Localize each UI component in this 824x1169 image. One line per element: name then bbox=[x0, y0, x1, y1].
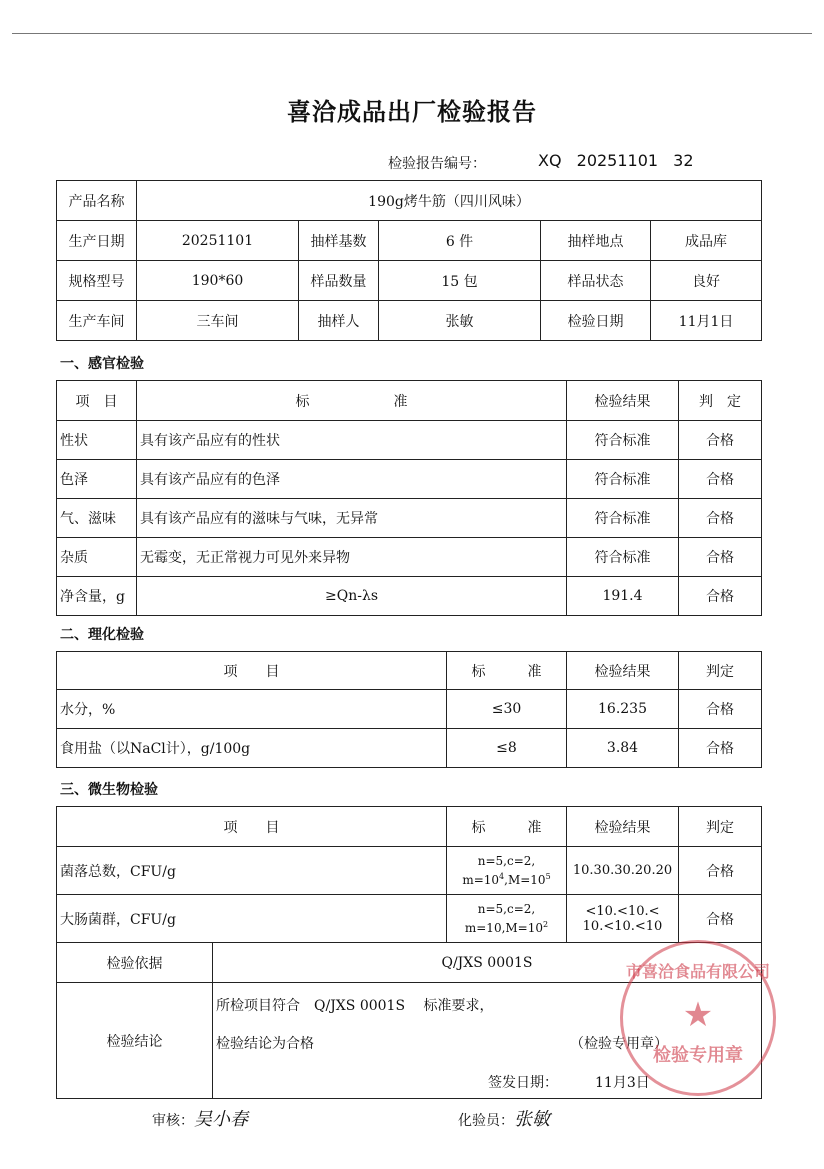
micro-col-result: 检验结果 bbox=[567, 807, 679, 847]
sensory-result: 符合标准 bbox=[567, 460, 679, 499]
micro-result: 10.30.30.20.20 bbox=[567, 847, 679, 895]
physchem-col-item: 项 目 bbox=[57, 652, 447, 690]
sensory-judge: 合格 bbox=[679, 499, 762, 538]
sensory-std: 具有该产品应有的性状 bbox=[137, 421, 567, 460]
conclusion-label: 检验结论 bbox=[57, 983, 213, 1099]
seal-note: （检验专用章） bbox=[570, 1036, 668, 1052]
micro-std bbox=[447, 847, 567, 895]
reviewer-signature bbox=[152, 1105, 248, 1131]
micro-std-line1: n=5,c=2, bbox=[477, 901, 536, 916]
sensory-std: 具有该产品应有的滋味与气味，无异常 bbox=[137, 499, 567, 538]
sensory-item: 色泽 bbox=[57, 460, 137, 499]
physchem-std: ≤30 bbox=[447, 690, 567, 729]
micro-col-judge: 判定 bbox=[679, 807, 762, 847]
sample-qty-label: 样品数量 bbox=[299, 261, 379, 301]
report-number-value: XQ 20251101 32 bbox=[538, 151, 694, 170]
physchem-judge: 合格 bbox=[679, 729, 762, 768]
reviewer-name: 吴小春 bbox=[194, 1109, 248, 1130]
physchem-result: 3.84 bbox=[567, 729, 679, 768]
basis-label: 检验依据 bbox=[57, 943, 213, 983]
sensory-result: 191.4 bbox=[567, 577, 679, 616]
micro-item: 菌落总数，CFU/g bbox=[57, 847, 447, 895]
sensory-col-item: 项 目 bbox=[57, 381, 137, 421]
physchem-item: 水分，% bbox=[57, 690, 447, 729]
sensory-table bbox=[56, 380, 762, 616]
test-date-value: 11月1日 bbox=[651, 301, 762, 341]
physchem-std: ≤8 bbox=[447, 729, 567, 768]
workshop-label: 生产车间 bbox=[57, 301, 137, 341]
stamp-ring-text: 市喜洽食品有限公司 bbox=[625, 962, 770, 981]
sampler-label: 抽样人 bbox=[299, 301, 379, 341]
sensory-result: 符合标准 bbox=[567, 538, 679, 577]
micro-result-line2: 10.<10.<10 bbox=[582, 918, 663, 934]
sensory-col-judge: 判 定 bbox=[679, 381, 762, 421]
physchem-judge: 合格 bbox=[679, 690, 762, 729]
sample-place-label: 抽样地点 bbox=[541, 221, 651, 261]
table-row bbox=[57, 538, 762, 577]
physchem-col-judge: 判定 bbox=[679, 652, 762, 690]
sensory-std: 无霉变，无正常视力可见外来异物 bbox=[137, 538, 567, 577]
micro-heading: 三、微生物检验 bbox=[60, 782, 158, 798]
table-row bbox=[57, 729, 762, 768]
micro-std-line2a: m=10 bbox=[462, 872, 500, 887]
issue-date-value: 11月3日 bbox=[595, 1075, 650, 1091]
conclusion-line1: 所检项目符合 Q/JXS 0001S 标准要求， bbox=[216, 998, 494, 1014]
spec-value: 190*60 bbox=[137, 261, 299, 301]
micro-judge: 合格 bbox=[679, 895, 762, 943]
product-name-value: 190g烤牛筋（四川风味） bbox=[137, 181, 762, 221]
sensory-result: 符合标准 bbox=[567, 421, 679, 460]
issue-date-label: 签发日期： bbox=[488, 1075, 558, 1091]
micro-std-line2a: m=10,M=10 bbox=[464, 920, 544, 935]
table-row bbox=[57, 499, 762, 538]
table-row bbox=[57, 460, 762, 499]
table-row bbox=[57, 421, 762, 460]
workshop-value: 三车间 bbox=[137, 301, 299, 341]
sample-state-label: 样品状态 bbox=[541, 261, 651, 301]
prod-date-value: 20251101 bbox=[137, 221, 299, 261]
table-row bbox=[57, 577, 762, 616]
micro-std-line1: n=5,c=2, bbox=[477, 853, 536, 868]
header-info-table bbox=[56, 180, 762, 341]
physchem-heading: 二、理化检验 bbox=[60, 627, 144, 643]
sensory-std: ≥Qn-λs bbox=[137, 577, 567, 616]
sensory-item: 杂质 bbox=[57, 538, 137, 577]
micro-judge: 合格 bbox=[679, 847, 762, 895]
micro-std-sup1: 4 bbox=[499, 871, 505, 881]
sensory-item: 净含量，g bbox=[57, 577, 137, 616]
top-rule bbox=[12, 33, 812, 34]
sensory-result: 符合标准 bbox=[567, 499, 679, 538]
table-row bbox=[57, 895, 762, 943]
product-name-label: 产品名称 bbox=[57, 181, 137, 221]
physchem-result: 16.235 bbox=[567, 690, 679, 729]
sensory-judge: 合格 bbox=[679, 421, 762, 460]
sensory-col-std: 标 准 bbox=[137, 381, 567, 421]
table-row bbox=[57, 690, 762, 729]
sensory-std: 具有该产品应有的色泽 bbox=[137, 460, 567, 499]
chemist-name: 张敏 bbox=[514, 1109, 550, 1130]
sensory-judge: 合格 bbox=[679, 538, 762, 577]
stamp-label: 检验专用章 bbox=[653, 1045, 743, 1066]
physchem-item: 食用盐（以NaCl计），g/100g bbox=[57, 729, 447, 768]
micro-std-line2b: ,M=10 bbox=[504, 872, 546, 887]
test-date-label: 检验日期 bbox=[541, 301, 651, 341]
sample-qty-value: 15 包 bbox=[379, 261, 541, 301]
sensory-judge: 合格 bbox=[679, 577, 762, 616]
report-title: 喜洽成品出厂检验报告 bbox=[287, 98, 537, 126]
sample-base-label: 抽样基数 bbox=[299, 221, 379, 261]
micro-col-std: 标 准 bbox=[447, 807, 567, 847]
conclusion-line2: 检验结论为合格 bbox=[216, 1036, 314, 1052]
micro-result-line1: <10.<10.< bbox=[585, 903, 660, 919]
micro-std-sup2: 2 bbox=[543, 919, 549, 929]
micro-std bbox=[447, 895, 567, 943]
physchem-col-result: 检验结果 bbox=[567, 652, 679, 690]
report-number-label: 检验报告编号： bbox=[388, 156, 486, 172]
reviewer-label: 审核： bbox=[152, 1113, 194, 1129]
physchem-col-std: 标 准 bbox=[447, 652, 567, 690]
basis-value: Q/JXS 0001S bbox=[213, 943, 762, 983]
table-row bbox=[57, 847, 762, 895]
sample-state-value: 良好 bbox=[651, 261, 762, 301]
sample-base-value: 6 件 bbox=[379, 221, 541, 261]
sample-place-value: 成品库 bbox=[651, 221, 762, 261]
prod-date-label: 生产日期 bbox=[57, 221, 137, 261]
chemist-label: 化验员： bbox=[458, 1113, 514, 1129]
sensory-heading: 一、感官检验 bbox=[60, 356, 144, 372]
report-number bbox=[388, 151, 694, 173]
sensory-judge: 合格 bbox=[679, 460, 762, 499]
inspection-stamp bbox=[620, 940, 776, 1096]
micro-col-item: 项 目 bbox=[57, 807, 447, 847]
sensory-item: 气、滋味 bbox=[57, 499, 137, 538]
sampler-value: 张敏 bbox=[379, 301, 541, 341]
micro-std-sup2: 5 bbox=[545, 871, 551, 881]
star-icon: ★ bbox=[682, 995, 714, 1035]
sensory-col-result: 检验结果 bbox=[567, 381, 679, 421]
sensory-item: 性状 bbox=[57, 421, 137, 460]
chemist-signature bbox=[458, 1105, 550, 1131]
spec-label: 规格型号 bbox=[57, 261, 137, 301]
micro-result bbox=[567, 895, 679, 943]
physchem-table bbox=[56, 651, 762, 768]
micro-item: 大肠菌群，CFU/g bbox=[57, 895, 447, 943]
